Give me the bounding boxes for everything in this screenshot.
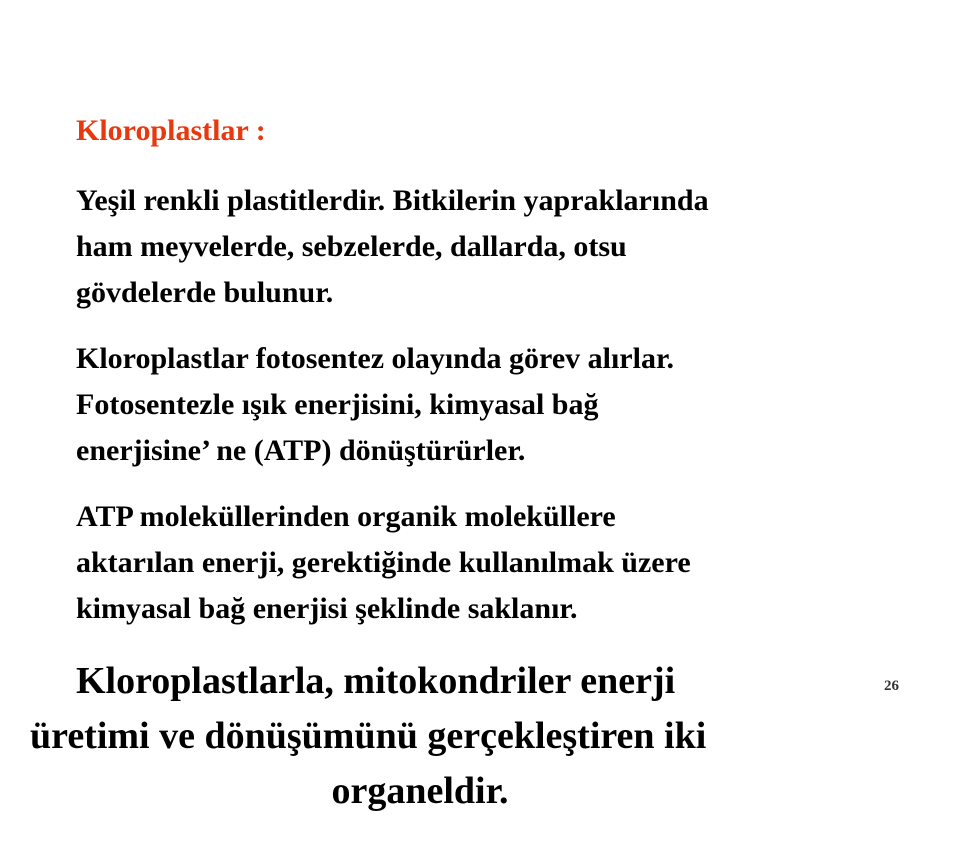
paragraph-line: Yeşil renkli plastitlerdir. Bitkilerin yapraklarında — [76, 184, 709, 217]
paragraph-line: aktarılan enerji, gerektiğinde kullanılmak üzere — [76, 546, 691, 579]
paragraph-line: enerjisine’ ne (ATP) dönüştürürler. — [76, 434, 526, 467]
paragraph-function — [76, 336, 674, 474]
paragraph-line: kimyasal bağ enerjisi şeklinde saklanır. — [76, 592, 578, 625]
paragraph-line: Kloroplastlar fotosentez olayında görev alırlar. — [76, 342, 675, 375]
paragraph-line: gövdelerde bulunur. — [76, 276, 334, 309]
paragraph-line: ham meyvelerde, sebzelerde, dallarda, otsu — [76, 230, 627, 263]
conclusion-line: üretimi ve dönüşümünü gerçekleştiren iki — [30, 715, 707, 757]
page-number: 26 — [884, 678, 899, 694]
paragraph-line: Fotosentezle ışık enerjisini, kimyasal bağ — [76, 388, 599, 421]
paragraph-line: ATP moleküllerinden organik moleküllere — [76, 500, 616, 533]
paragraph-location — [76, 178, 709, 316]
conclusion-line: organeldir. — [331, 770, 509, 812]
paragraph-energy-storage — [76, 494, 691, 632]
conclusion-statement — [30, 654, 810, 819]
slide-title: Kloroplastlar : — [76, 114, 266, 147]
conclusion-line: Kloroplastlarla, mitokondriler enerji — [76, 660, 676, 702]
